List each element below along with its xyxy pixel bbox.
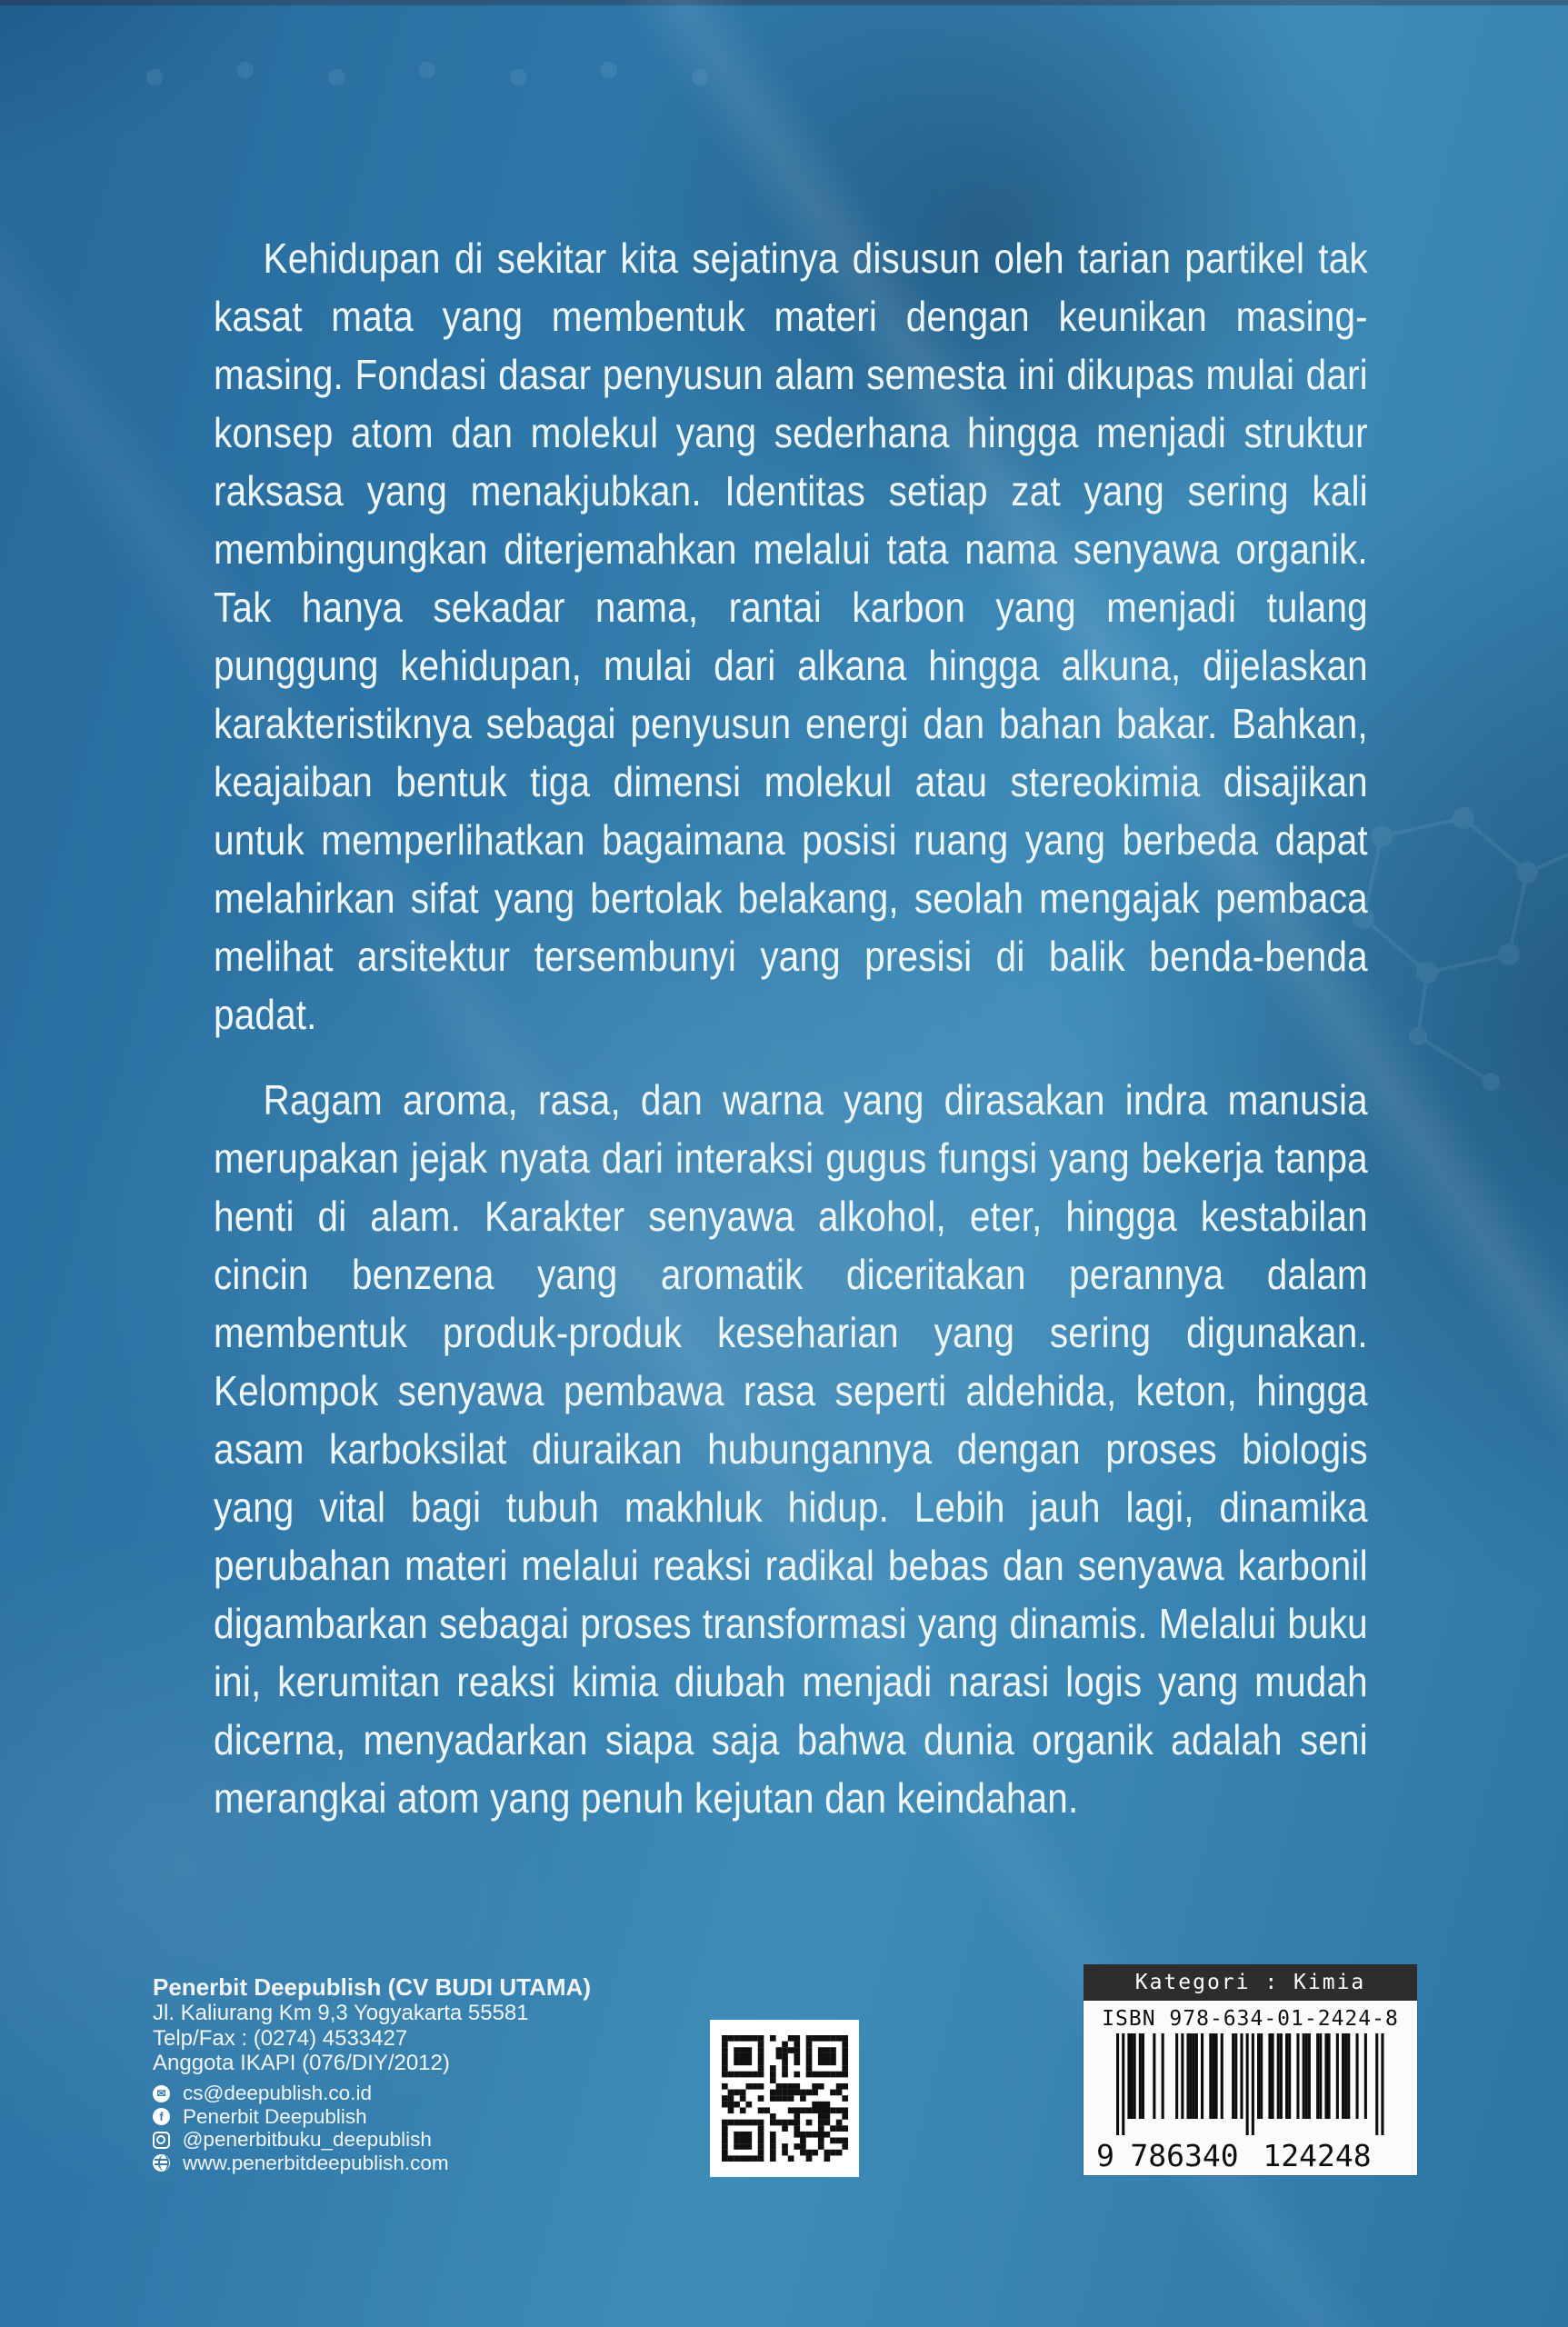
ean13-barcode [1096, 2033, 1405, 2170]
synopsis-text [214, 229, 1368, 1827]
contact-row-website [153, 2152, 662, 2175]
publisher-contacts [153, 2082, 662, 2175]
barcode-box [1084, 2001, 1417, 2175]
contact-row-facebook [153, 2105, 662, 2129]
isbn-number: ISBN 978-634-01-2424-8 [1102, 2007, 1399, 2031]
email-icon: ✉ [153, 2085, 170, 2102]
ean-digit-first: 9 [1095, 2138, 1114, 2170]
instagram-icon [153, 2132, 170, 2149]
isbn-block [1084, 1964, 1417, 2175]
publisher-phone: Telp/Fax : (0274) 4533427 [153, 2025, 408, 2051]
category-label: Kategori : Kimia [1134, 1971, 1366, 1994]
contact-row-email [153, 2082, 662, 2106]
dots-decoration [136, 50, 773, 105]
publisher-block [153, 1974, 662, 2175]
publisher-name: Penerbit Deepublish (CV BUDI UTAMA) [153, 1973, 591, 2001]
contact-label: Penerbit Deepublish [183, 2104, 367, 2128]
synopsis-paragraph-2: Ragam aroma, rasa, dan warna yang dirasakan indra manusia merupakan jejak nyata dari interaksi gugus fungsi yang bekerja tanpa henti di alam. Karakter senyawa alkohol, eter, hingga kestabilan cincin benzena yang aromatik diceritakan perannya dalam membentuk produk-produk keseharian yang sering digunakan. Kelompok senyawa pembawa rasa seperti aldehida, keton, hingga asam karboksilat diuraikan hubungannya dengan proses biologis yang vital bagi tubuh makhluk hidup. Lebih jauh lagi, dinamika perubahan materi melalui reaksi radikal bebas dan senyawa karbonil digambarkan sebagai proses transformasi yang dinamis. Melalui buku ini, kerumitan reaksi kimia diubah menjadi narasi logis yang mudah dicerna, menyadarkan siapa saja bahwa dunia organik adalah seni merangkai atom yang penuh kejutan dan keindahan. [214, 1076, 1368, 1822]
contact-row-instagram [153, 2129, 662, 2152]
category-bar [1084, 1964, 1417, 2001]
contact-label: www.penerbitdeepublish.com [183, 2151, 449, 2174]
qr-code-image [722, 2035, 848, 2162]
contact-label: @penerbitbuku_deepublish [182, 2128, 432, 2152]
ean-digits-left: 786340 [1129, 2138, 1239, 2170]
qr-code [710, 2020, 859, 2177]
synopsis-paragraph-1: Kehidupan di sekitar kita sejatinya disusun oleh tarian partikel tak kasat mata yang membentuk materi dengan keunikan masing-masing. Fondasi dasar penyusun alam semesta ini dikupas mulai dari konsep atom dan molekul yang sederhana hingga menjadi struktur raksasa yang menakjubkan. Identitas setiap zat yang sering kali membingungkan diterjemahkan melalui tata nama senyawa organik. Tak hanya sekadar nama, rantai karbon yang menjadi tulang punggung kehidupan, mulai dari alkana hingga alkuna, dijelaskan karakteristiknya sebagai penyusun energi dan bahan bakar. Bahkan, keajaiban bentuk tiga dimensi molekul atau stereokimia disajikan untuk memperlihatkan bagaimana posisi ruang yang berbeda dapat melahirkan sifat yang bertolak belakang, seolah mengajak pembaca melihat arsitektur tersembunyi yang presisi di balik benda-benda padat. [214, 235, 1368, 1038]
publisher-address: Jl. Kaliurang Km 9,3 Yogyakarta 55581 [153, 2001, 529, 2025]
publisher-membership: Anggota IKAPI (076/DIY/2012) [153, 2051, 450, 2075]
contact-label: cs@deepublish.co.id [183, 2082, 372, 2105]
ean-digits-right: 124248 [1262, 2138, 1372, 2170]
facebook-icon: f [153, 2108, 170, 2125]
globe-icon [153, 2154, 170, 2172]
